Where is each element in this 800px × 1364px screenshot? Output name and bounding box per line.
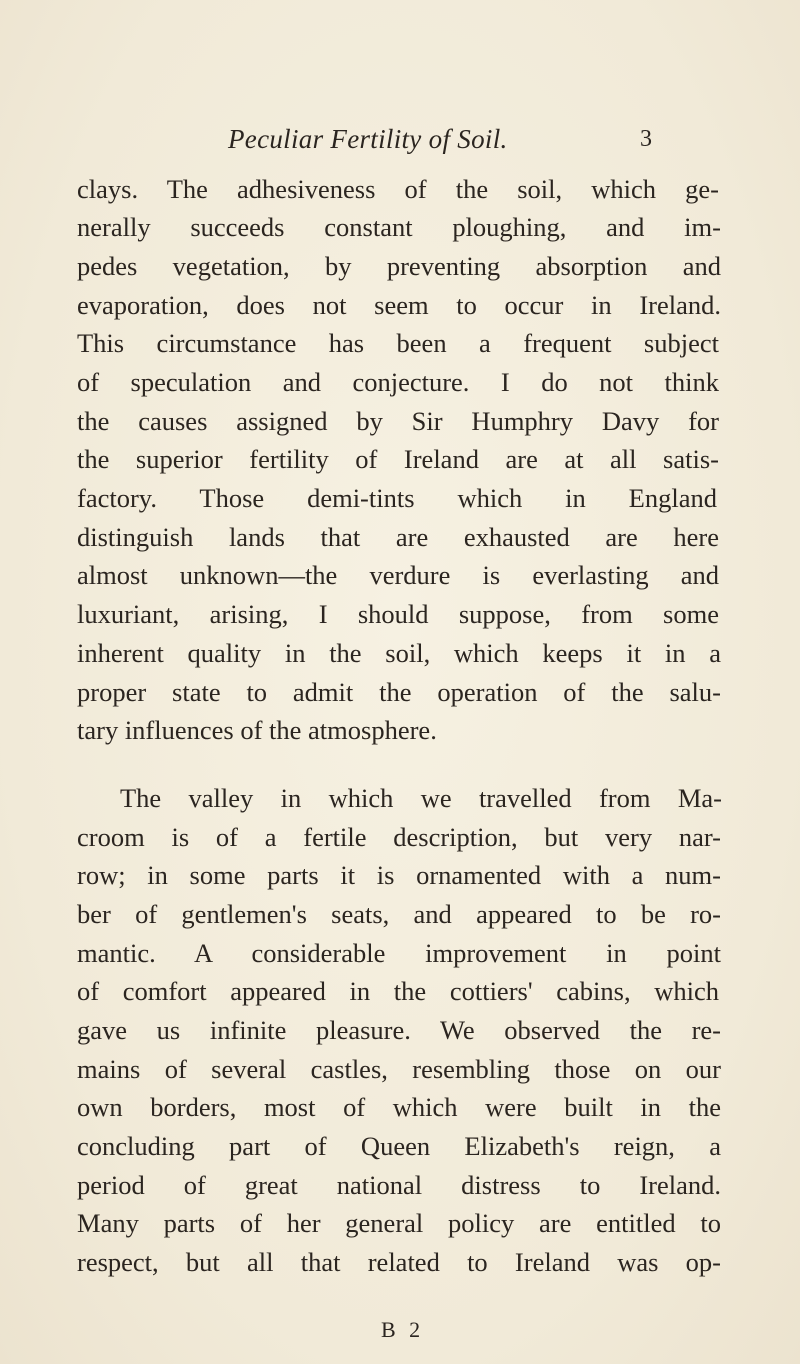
text-line: luxuriant, arising, I should suppose, from some xyxy=(77,599,719,629)
text-line: mains of several castles, resembling those on our xyxy=(77,1054,721,1084)
page-number: 3 xyxy=(640,126,652,152)
text-line: pedes vegetation, by preventing absorption and xyxy=(77,251,721,281)
text-line: ber of gentlemen's seats, and appeared to be ro- xyxy=(77,899,721,929)
text-line: evaporation, does not seem to occur in Ireland. xyxy=(77,290,721,320)
text-line: factory. Those demi-tints which in England xyxy=(77,483,717,513)
text-line: distinguish lands that are exhausted are here xyxy=(77,522,719,552)
text-line: own borders, most of which were built in the xyxy=(77,1092,721,1122)
text-line: tary influences of the atmosphere. xyxy=(77,715,437,745)
text-line: of speculation and conjecture. I do not think xyxy=(77,367,719,397)
running-title: Peculiar Fertility of Soil. xyxy=(228,124,508,154)
text-line: croom is of a fertile description, but very nar- xyxy=(77,822,721,852)
text-line: almost unknown—the verdure is everlasting and xyxy=(77,560,719,590)
text-line: gave us infinite pleasure. We observed the re- xyxy=(77,1015,721,1045)
text-line: row; in some parts it is ornamented with a num- xyxy=(77,860,721,890)
text-line: Many parts of her general policy are entitled to xyxy=(77,1208,721,1238)
text-line: the superior fertility of Ireland are at all satis- xyxy=(77,444,719,474)
text-line: The valley in which we travelled from Ma- xyxy=(120,783,722,813)
text-line: inherent quality in the soil, which keeps it in a xyxy=(77,638,721,668)
text-line: of comfort appeared in the cottiers' cabins, which xyxy=(77,976,719,1006)
text-line: mantic. A considerable improvement in point xyxy=(77,938,721,968)
running-header xyxy=(228,124,658,164)
signature-mark: B 2 xyxy=(381,1317,425,1342)
text-line: period of great national distress to Ireland. xyxy=(77,1170,721,1200)
text-line: respect, but all that related to Ireland was op- xyxy=(77,1247,721,1277)
text-line: concluding part of Queen Elizabeth's reign, a xyxy=(77,1131,721,1161)
text-line: proper state to admit the operation of the salu- xyxy=(77,677,721,707)
text-line: clays. The adhesiveness of the soil, which ge- xyxy=(77,174,719,204)
text-line: nerally succeeds constant ploughing, and im- xyxy=(77,212,721,242)
text-line: the causes assigned by Sir Humphry Davy for xyxy=(77,406,719,436)
text-line: This circumstance has been a frequent subject xyxy=(77,328,719,358)
